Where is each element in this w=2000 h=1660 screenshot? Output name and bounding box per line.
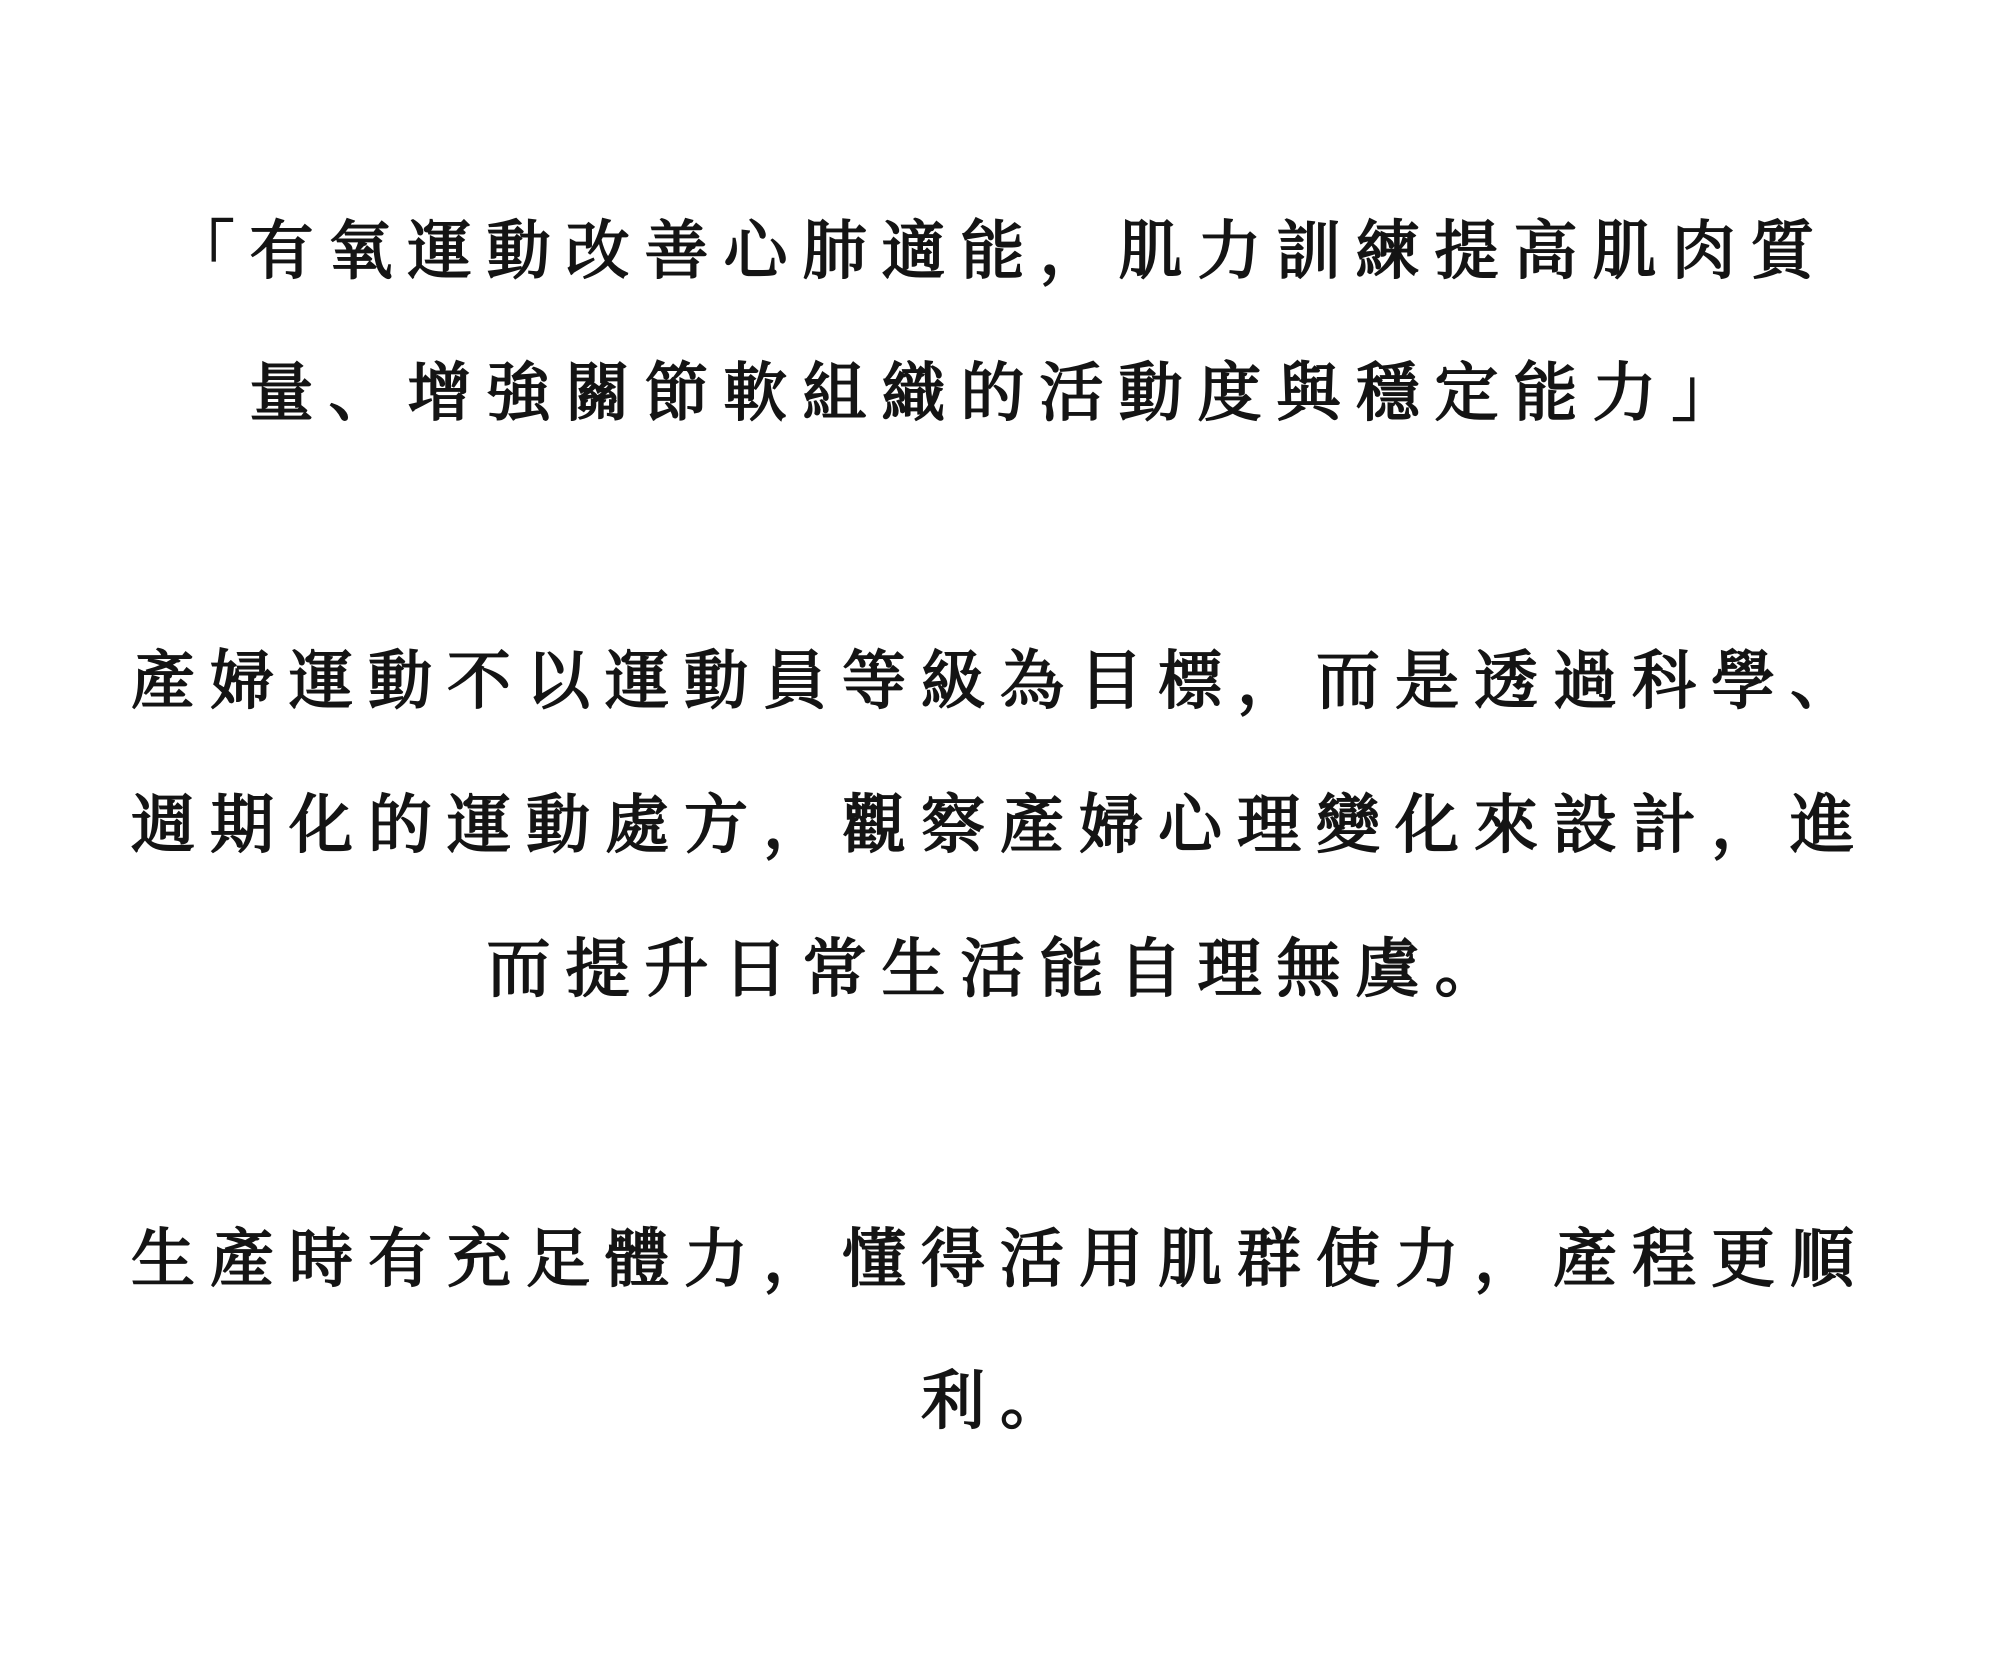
body-paragraph-2-line-1: 生產時有充足體力，懂得活用肌群使力，產程更順 [131, 1222, 1869, 1297]
body-paragraph-1-line-1: 產婦運動不以運動員等級為目標，而是透過科學、 [131, 644, 1869, 719]
body-paragraph-1-line-3: 而提升日常生活能自理無虞。 [486, 932, 1514, 1007]
quote-line-2: 量、增強關節軟組織的活動度與穩定能力」 [249, 356, 1751, 431]
body-paragraph-2-line-2: 利。 [921, 1364, 1079, 1439]
body-paragraph-1-line-2: 週期化的運動處方，觀察產婦心理變化來設計，進 [131, 788, 1869, 863]
quote-line-1: 「有氧運動改善心肺適能，肌力訓練提高肌肉質 [170, 214, 1830, 289]
